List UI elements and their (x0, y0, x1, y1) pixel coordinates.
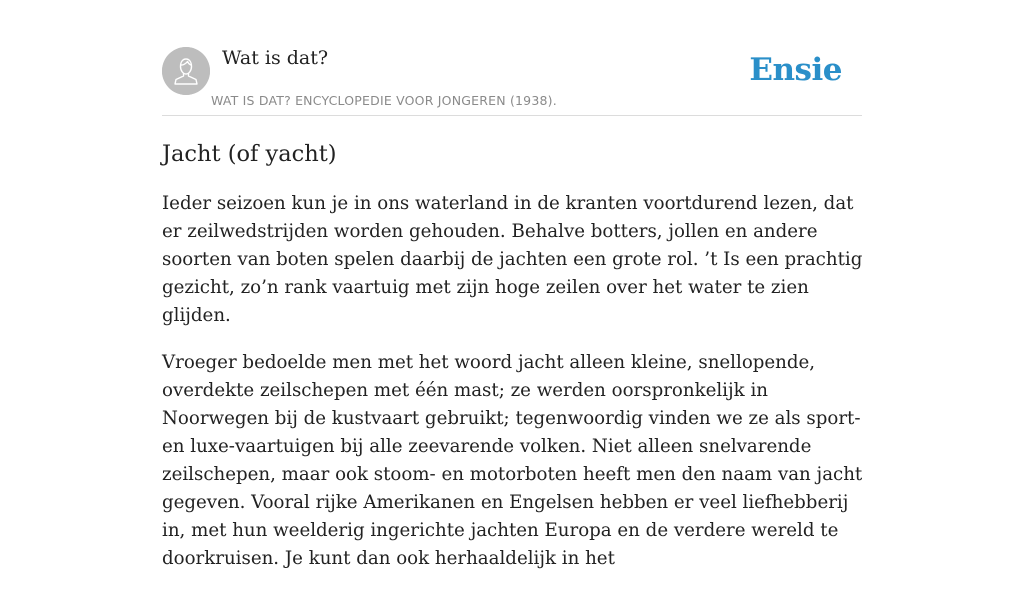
article-title: Jacht (of yacht) (162, 141, 337, 167)
user-silhouette-icon (162, 47, 210, 95)
source-subtitle[interactable]: WAT IS DAT? ENCYCLOPEDIE VOOR JONGEREN (1938). (211, 93, 557, 108)
article-paragraph: Vroeger bedoelde men met het woord jacht alleen kleine, snellopende, overdekte zeilschepen met één mast; ze werden oorspronkelijk in Noorwegen bij de kustvaart gebruikt; tegenwoordig vinden we ze als sport- en luxe-vaartuigen bij alle zeevarende volken. Niet alleen snelvarende zeilschepen, maar ook stoom- en motorboten heeft men den naam van jacht gegeven. Vooral rijke Amerikanen en Engelsen hebben er veel liefhebberij in, met hun weelderig ingerichte jachten Europa en de verdere wereld te doorkruisen. Je kunt dan ook herhaaldelijk in het (162, 352, 863, 569)
article-paragraph: Ieder seizoen kun je in ons waterland in de kranten voortdurend lezen, dat er zeilwedstrijden worden gehouden. Behalve botters, jollen en andere soorten van boten spelen daarbij de jachten een grote rol. ’t Is een prachtig gezicht, zo’n rank vaartuig met zijn hoge zeilen over het water te zien glijden. (162, 193, 863, 326)
article (162, 138, 864, 592)
source-header (162, 46, 862, 116)
source-name[interactable]: Wat is dat? (222, 47, 329, 69)
ensie-logo[interactable]: Ensie (749, 52, 842, 88)
avatar[interactable] (162, 47, 210, 95)
